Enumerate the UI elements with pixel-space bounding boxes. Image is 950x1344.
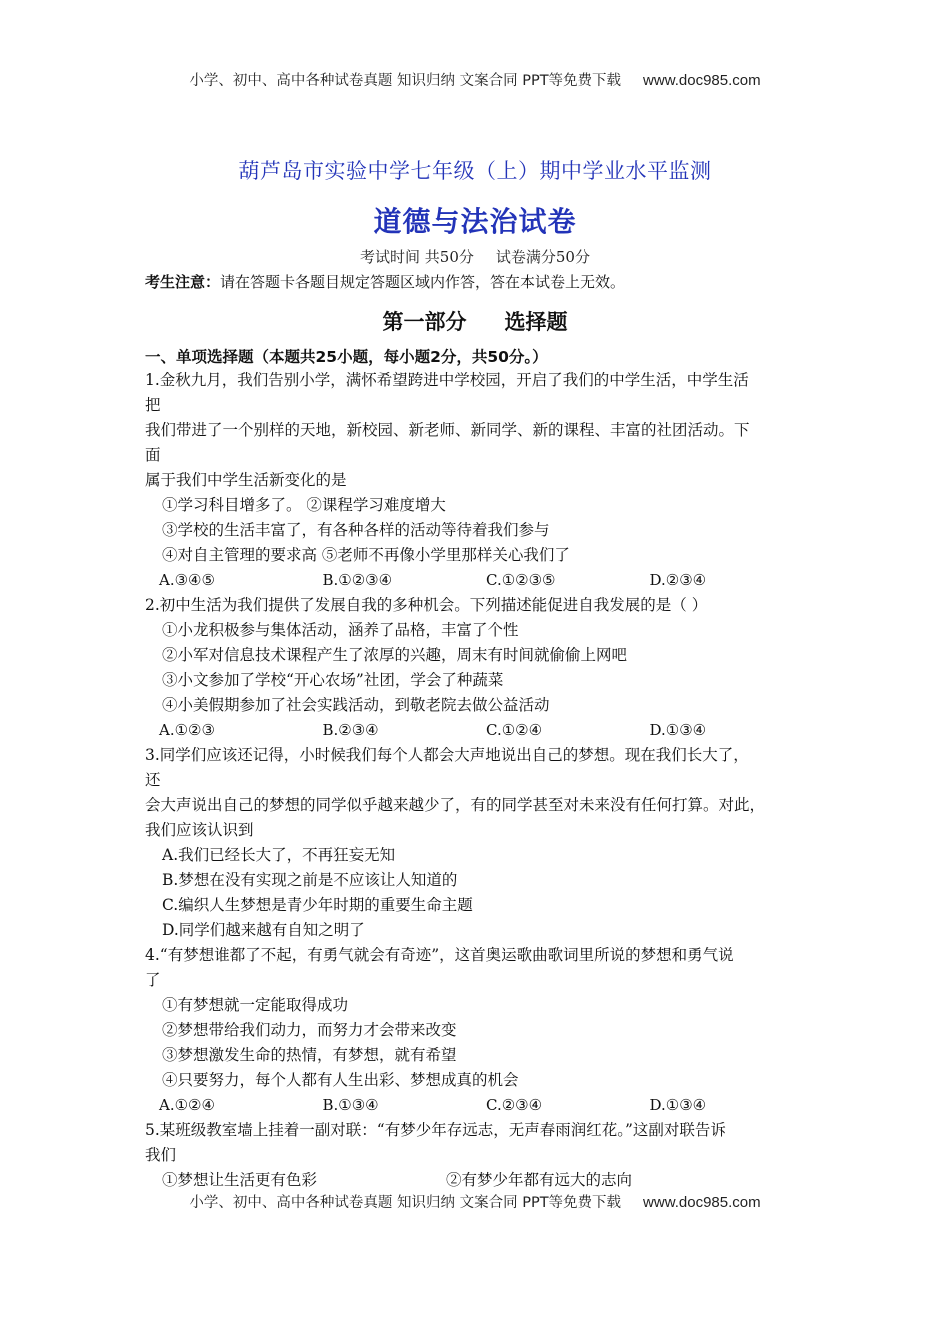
question-item: ①梦想让生活更有色彩 (162, 1171, 318, 1189)
choice-b: B.梦想在没有实现之前是不应该让人知道的 (162, 871, 458, 889)
question-item: ④只要努力，每个人都有人生出彩、梦想成真的机会 (162, 1071, 519, 1089)
choice-d: D.②③④ (649, 571, 707, 589)
question-stem-line: 我们 (145, 1146, 177, 1164)
footer-url[interactable]: www.doc985.com (643, 1194, 761, 1211)
question-stem-line: 3.同学们应该还记得，小时候我们每个人都会大声地说出自己的梦想。现在我们长大了， (145, 746, 749, 764)
footer-text: 小学、初中、高中各种试卷真题 知识归纳 文案合同 PPT等免费下载 (189, 1195, 622, 1211)
choice-a: A.③④⑤ (159, 571, 215, 589)
choice-c: C.①②④ (486, 721, 543, 739)
question-stem-line: 会大声说出自己的梦想的同学似乎越来越少了，有的同学甚至对未来没有任何打算。对此， (145, 796, 766, 814)
exam-subtitle: 道德与法治试卷 (373, 205, 577, 238)
question-item: ①小龙积极参与集体活动，涵养了品格，丰富了个性 (162, 621, 519, 639)
header-url[interactable]: www.doc985.com (643, 72, 761, 89)
question-stem-line: 5.某班级教室墙上挂着一副对联：“有梦少年存远志，无声春雨润红花。”这副对联告诉 (145, 1121, 726, 1139)
question-5 (145, 1118, 813, 1193)
choice-a: A.①②④ (159, 1096, 215, 1114)
choice-b: B.①③④ (322, 1096, 379, 1114)
question-item-row (145, 1168, 813, 1193)
question-1 (145, 368, 813, 593)
question-list (145, 368, 813, 1193)
question-stem-line: 把 (145, 396, 161, 414)
exam-info (0, 246, 950, 267)
question-item: ②有梦少年都有远大的志向 (446, 1171, 633, 1189)
question-item: ③学校的生活丰富了，有各种各样的活动等待着我们参与 (162, 521, 550, 539)
question-item: ③梦想激发生命的热情，有梦想，就有希望 (162, 1046, 457, 1064)
exam-title: 葫芦岛市实验中学七年级（上）期中学业水平监测 (238, 159, 712, 183)
question-item: ②小军对信息技术课程产生了浓厚的兴趣，周末有时间就偷偷上网吧 (162, 646, 628, 664)
question-item: ①学习科目增多了。 ②课程学习难度增大 (162, 496, 446, 514)
part-name: 第一部分 (382, 310, 467, 334)
section-heading: 一、单项选择题（本题共25小题，每小题2分，共50分。） (145, 348, 548, 366)
question-stem-line: 2.初中生活为我们提供了发展自我的多种机会。下列描述能促进自我发展的是（ ） (145, 596, 708, 614)
notice-label: 考生注意： (145, 273, 221, 291)
question-item: ③小文参加了学校“开心农场”社团，学会了种蔬菜 (162, 671, 504, 689)
choice-a: A.①②③ (159, 721, 215, 739)
choice-d: D.同学们越来越有自知之明了 (162, 921, 365, 939)
page-footer (0, 1191, 950, 1212)
question-3 (145, 743, 813, 943)
question-stem-line: 属于我们中学生活新变化的是 (145, 471, 347, 489)
choice-b: B.①②③④ (322, 571, 393, 589)
question-stem-line: 了 (145, 971, 161, 989)
choice-c: C.编织人生梦想是青少年时期的重要生命主题 (162, 896, 473, 914)
question-2 (145, 593, 813, 743)
page-header (0, 69, 950, 90)
question-item: ④小美假期参加了社会实践活动，到敬老院去做公益活动 (162, 696, 550, 714)
question-item: ④对自主管理的要求高 ⑤老师不再像小学里那样关心我们了 (162, 546, 570, 564)
question-item: ①有梦想就一定能取得成功 (162, 996, 349, 1014)
choice-c: C.②③④ (486, 1096, 543, 1114)
part-title (0, 306, 950, 336)
question-stem-line: 还 (145, 771, 161, 789)
choice-d: D.①③④ (649, 721, 707, 739)
question-item: ②梦想带给我们动力，而努力才会带来改变 (162, 1021, 457, 1039)
question-stem-line: 4.“有梦想谁都了不起，有勇气就会有奇迹”，这首奥运歌曲歌词里所说的梦想和勇气说 (145, 946, 734, 964)
choice-c: C.①②③⑤ (486, 571, 556, 589)
question-4 (145, 943, 813, 1118)
choice-d: D.①③④ (649, 1096, 707, 1114)
question-stem-line: 面 (145, 446, 161, 464)
question-stem-line: 我们带进了一个别样的天地，新校园、新老师、新同学、新的课程、丰富的社团活动。下 (145, 421, 750, 439)
header-text: 小学、初中、高中各种试卷真题 知识归纳 文案合同 PPT等免费下载 (189, 73, 622, 89)
question-stem-line: 我们应该认识到 (145, 821, 254, 839)
choice-b: B.②③④ (322, 721, 379, 739)
exam-time: 考试时间 共50分 (360, 248, 474, 266)
question-stem-line: 1.金秋九月，我们告别小学，满怀希望跨进中学校园，开启了我们的中学生活，中学生活 (145, 371, 749, 389)
notice-text: 请在答题卡各题目规定答题区域内作答，答在本试卷上无效。 (220, 273, 626, 291)
exam-notice (145, 271, 625, 292)
part-type: 选择题 (504, 310, 568, 334)
choice-a: A.我们已经长大了，不再狂妄无知 (162, 846, 396, 864)
answer-choices (145, 718, 813, 743)
exam-score: 试卷满分50分 (495, 248, 590, 266)
answer-choices (145, 1093, 813, 1118)
answer-choices (145, 568, 813, 593)
